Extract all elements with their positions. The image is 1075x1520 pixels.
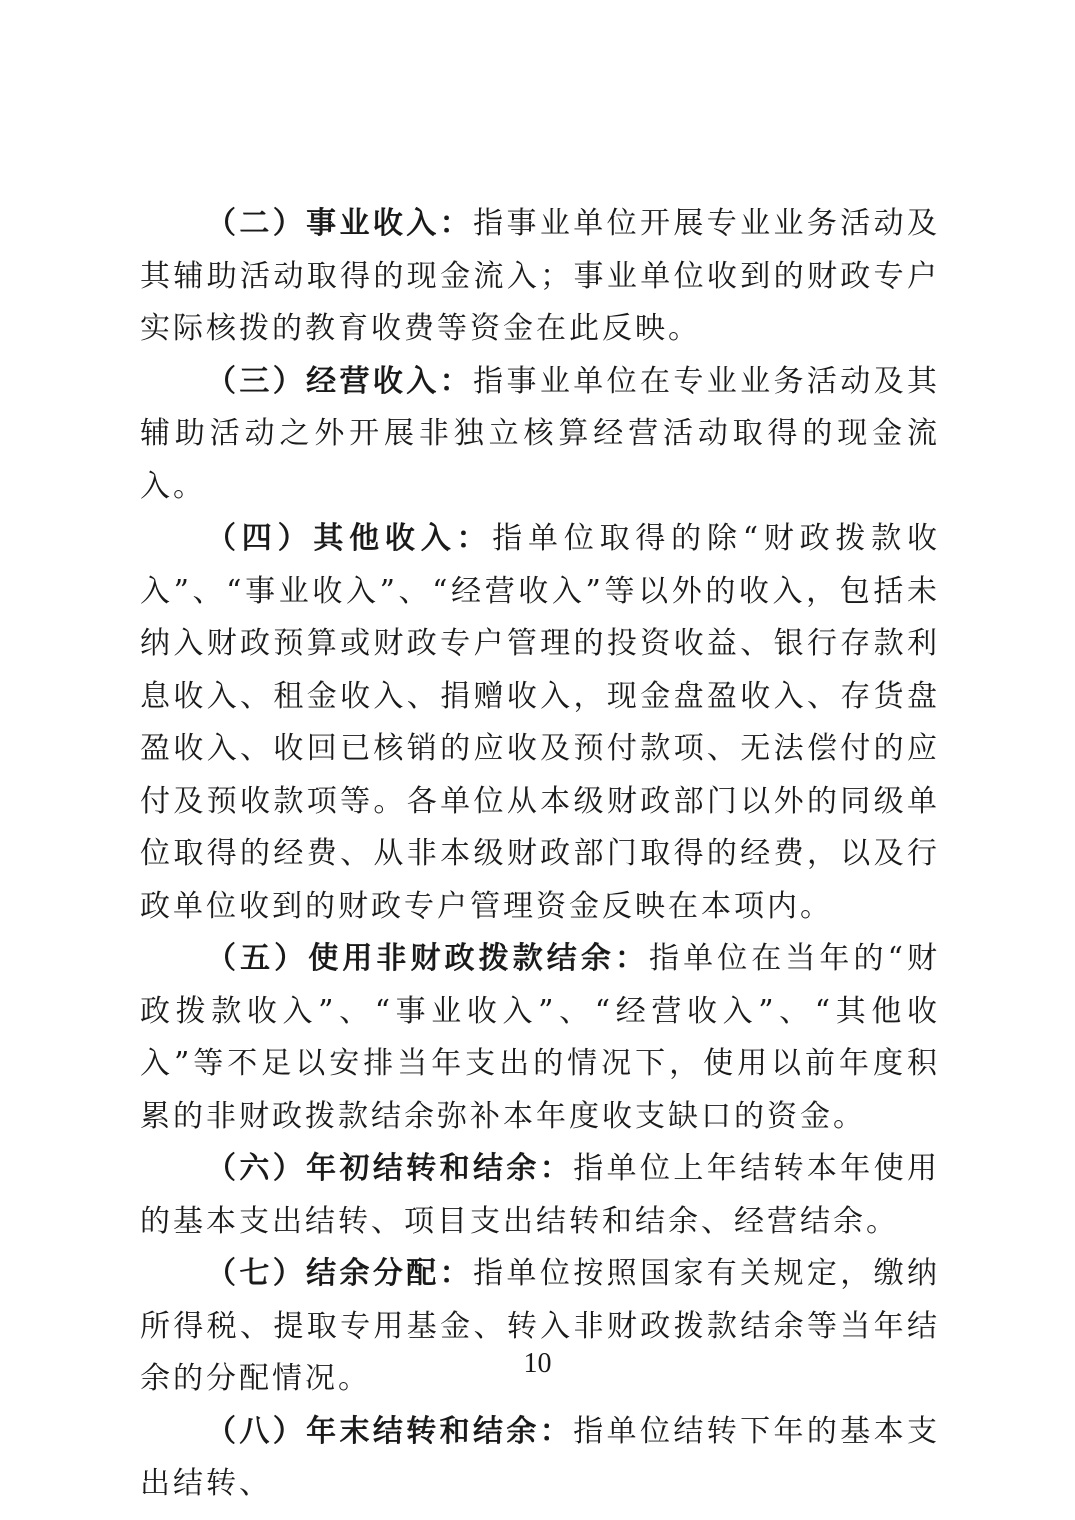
paragraph-text: 指事业单位在专业业务活动及其辅助活动之外开展非独立核算经营活动取得的现金流入。 (140, 363, 941, 504)
paragraph-year-end-carryover (140, 1406, 940, 1511)
paragraph-heading: （四）其他收入： (206, 521, 493, 556)
paragraph-text: 指单位在当年的“财政拨款收入”、“事业收入”、“经营收入”、“其他收入”等不足以安排当年支出的情况下，使用以前年度积累的非财政拨款结余弥补本年度收支缺口的资金。 (140, 941, 940, 1134)
paragraph-heading: （三）经营收入： (206, 363, 474, 399)
paragraph-balance-distribution (140, 1248, 940, 1406)
paragraph-heading: （七）结余分配： (206, 1256, 474, 1291)
paragraph-heading: （二）事业收入： (206, 206, 474, 241)
paragraph-non-fiscal-balance-use (140, 933, 940, 1143)
paragraph-operating-income (140, 356, 940, 514)
paragraph-other-income (140, 513, 940, 933)
paragraph-text: 指单位按照国家有关规定，缴纳所得税、提取专用基金、转入非财政拨款结余等当年结余的分配情况。 (140, 1256, 941, 1396)
paragraph-heading: （六）年初结转和结余： (206, 1151, 574, 1186)
paragraph-heading: （五）使用非财政拨款结余： (206, 941, 650, 976)
paragraph-text: 指事业单位开展专业业务活动及其辅助活动取得的现金流入；事业单位收到的财政专户实际核拨的教育收费等资金在此反映。 (140, 206, 941, 346)
paragraph-business-income (140, 198, 940, 356)
page-number: 10 (523, 1348, 552, 1379)
paragraph-heading: （八）年末结转和结余： (206, 1413, 574, 1449)
paragraph-text: 指单位取得的除“财政拨款收入”、“事业收入”、“经营收入”等以外的收入，包括未纳入财政预算或财政专户管理的投资收益、银行存款利息收入、租金收入、捐赠收入，现金盘盈收入、存货盘盈收入、收回已核销的应收及预付款项、无法偿付的应付及预收款项等。各单位从本级财政部门以外的同级单位取得的经费、从非本级财政部门取得的经费，以及行政单位收到的财政专户管理资金反映在本项内。 (140, 521, 940, 924)
paragraph-text: 指单位结转下年的基本支出结转、 (140, 1413, 941, 1501)
paragraph-text: 指单位上年结转本年使用的基本支出结转、项目支出结转和结余、经营结余。 (140, 1151, 941, 1239)
page-body (140, 198, 940, 1511)
paragraph-beginning-carryover (140, 1143, 940, 1248)
